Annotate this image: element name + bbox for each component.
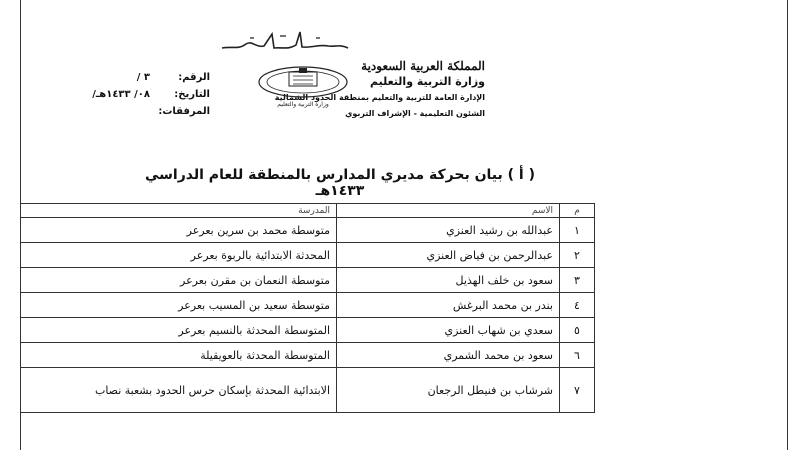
kingdom-name: المملكة العربية السعودية — [361, 59, 485, 73]
bismillah-calligraphy — [220, 26, 350, 56]
row-number: ٣ — [560, 268, 595, 293]
reference-block — [40, 72, 210, 123]
school-name: متوسطة سعيد بن المسيب بعرعر — [21, 293, 337, 318]
row-number: ١ — [560, 218, 595, 243]
principal-name: سعود بن محمد الشمري — [337, 343, 560, 368]
date-label: التاريخ: — [174, 89, 210, 100]
page-border-right — [787, 0, 788, 450]
school-name: المحدثة الابتدائية بالربوة بعرعر — [21, 243, 337, 268]
table-row — [21, 268, 595, 293]
number-label: الرقم: — [178, 72, 210, 83]
ministry-logo — [253, 62, 353, 114]
number-value: / ٣ — [136, 72, 150, 83]
date-value: /٠٨/ ١٤٣٣هـ — [92, 89, 150, 100]
row-number: ٥ — [560, 318, 595, 343]
school-name: المتوسطة المحدثة بالنسيم بعرعر — [21, 318, 337, 343]
row-number: ٧ — [560, 368, 595, 413]
table-row — [21, 318, 595, 343]
table-row — [21, 368, 595, 413]
header-school: المدرسة — [21, 204, 337, 218]
row-number: ٢ — [560, 243, 595, 268]
ministry-name: وزارة التربية والتعليم — [370, 75, 485, 88]
principal-name: سعود بن خلف الهذيل — [337, 268, 560, 293]
table-row — [21, 243, 595, 268]
table-header-row — [21, 204, 595, 218]
principal-name: سعدي بن شهاب العنزي — [337, 318, 560, 343]
school-name: متوسطة النعمان بن مقرن بعرعر — [21, 268, 337, 293]
principal-name: عبدالرحمن بن فياض العنزي — [337, 243, 560, 268]
table-row — [21, 293, 595, 318]
school-name: المتوسطة المحدثة بالعويقيلة — [21, 343, 337, 368]
row-number: ٤ — [560, 293, 595, 318]
header-num: م — [560, 204, 595, 218]
principals-table — [20, 203, 595, 413]
department-name: الشئون التعليمية - الإشراف التربوي — [345, 109, 485, 118]
principal-name: عبدالله بن رشيد العنزي — [337, 218, 560, 243]
statement-title: ( أ ) بيان بحركة مديري المدارس بالمنطقة للعام الدراسي ١٤٣٣هـ — [145, 167, 535, 199]
table-row — [21, 343, 595, 368]
school-name: الابتدائية المحدثة بإسكان حرس الحدود بشعبة نصاب — [21, 368, 337, 413]
attachments-row — [40, 106, 210, 123]
principal-name: بندر بن محمد البرغش — [337, 293, 560, 318]
directorate-name: الإدارة العامة للتربية والتعليم بمنطقة الحدود الشمالية — [274, 93, 485, 102]
date-row — [40, 89, 210, 106]
principal-name: شرشاب بن فنيطل الرجعان — [337, 368, 560, 413]
table-row — [21, 218, 595, 243]
logo-caption: وزارة التربية والتعليم — [277, 101, 329, 108]
row-number: ٦ — [560, 343, 595, 368]
school-name: متوسطة محمد بن سرين بعرعر — [21, 218, 337, 243]
reference-number-row — [40, 72, 210, 89]
header-name: الاسم — [337, 204, 560, 218]
attachments-label: المرفقات: — [158, 106, 210, 117]
